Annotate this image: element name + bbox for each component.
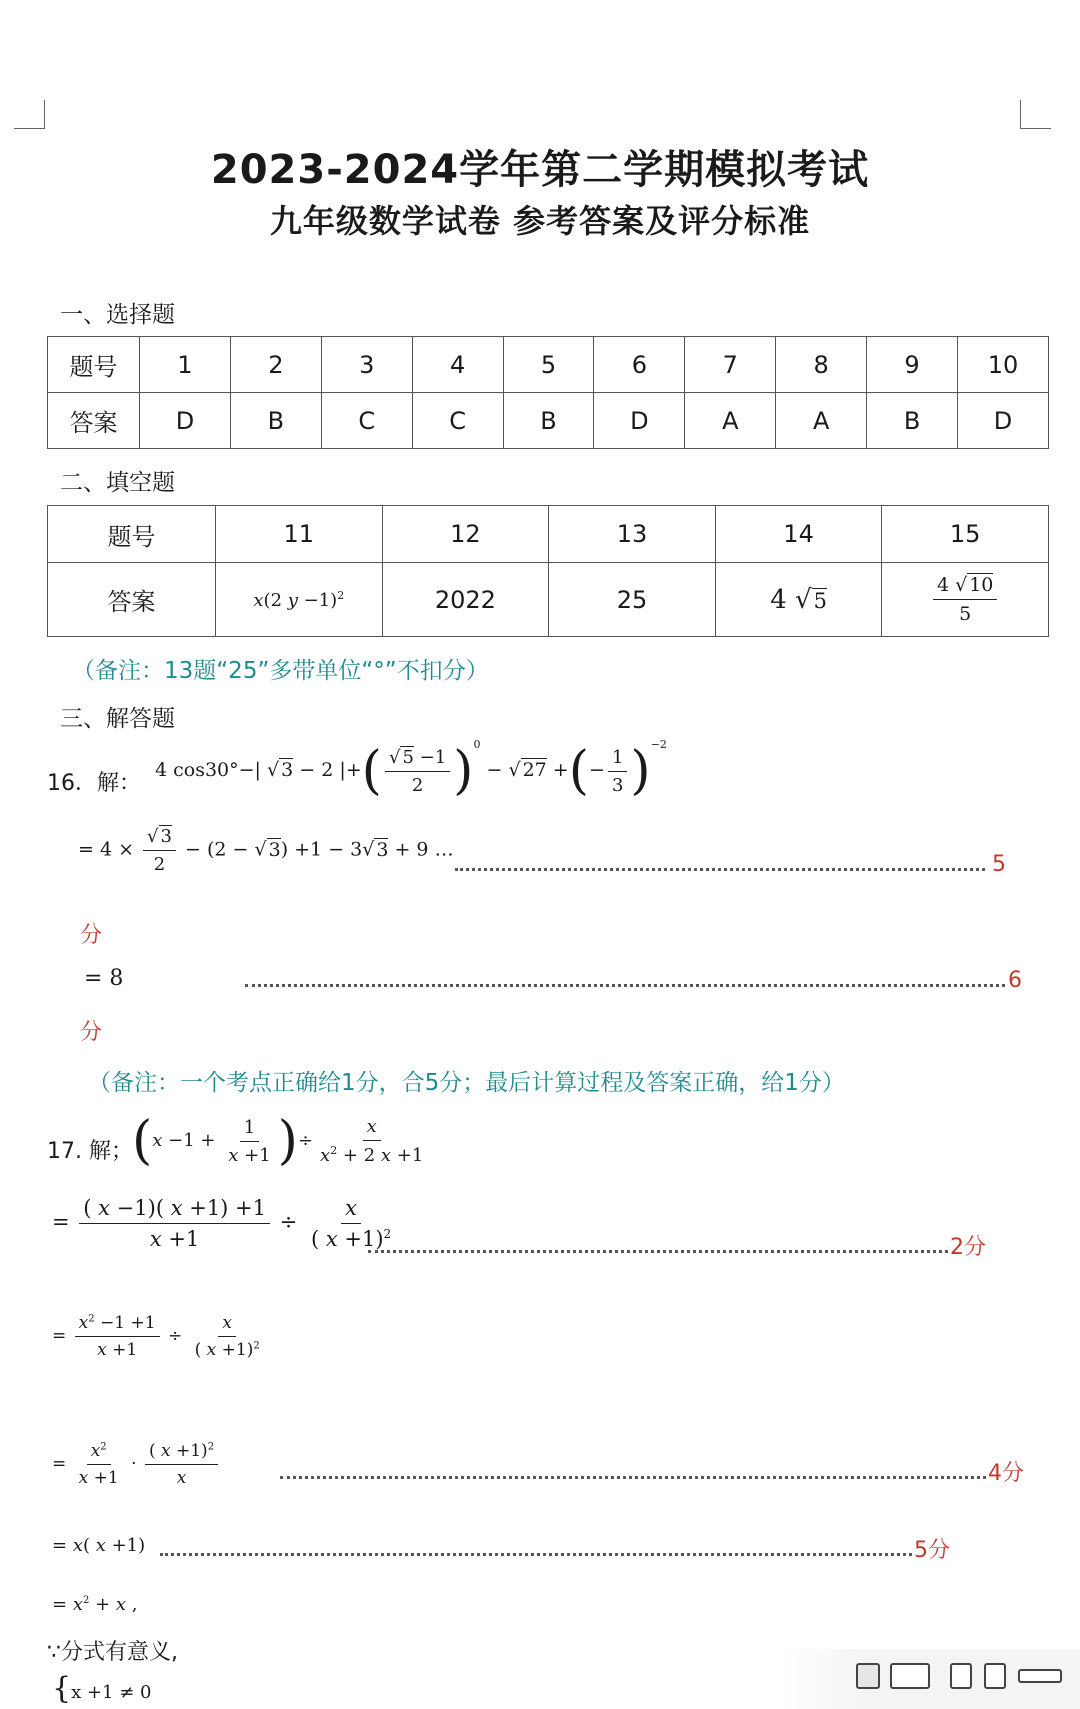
q17-score-2: 2分 — [950, 1235, 986, 1260]
q17-step3: = $\frac{x^2}{x +1}$ · $\frac{( x +1)^2}{x}$ — [52, 1441, 221, 1488]
page-subtitle: 九年级数学试卷 参考答案及评分标准 — [269, 202, 811, 240]
viewer-scroll-indicator[interactable] — [780, 1649, 1080, 1709]
answer-cell: 25 — [549, 563, 716, 637]
fill-answer-table — [47, 505, 1049, 637]
question-number: 4 — [412, 337, 503, 393]
answer-cell: A — [776, 393, 867, 449]
question-number-row — [48, 506, 1049, 563]
q16-result: = 8 — [84, 966, 124, 991]
question-number: 8 — [776, 337, 867, 393]
question-number: 13 — [549, 506, 716, 563]
question-number: 15 — [882, 506, 1049, 563]
answer-14-formula: 4 √5 — [715, 563, 882, 637]
dotted-leader — [280, 1476, 986, 1479]
question-number: 7 — [685, 337, 776, 393]
answer-cell: B — [230, 393, 321, 449]
q17-step4: = x( x +1) — [52, 1535, 146, 1556]
q17-condition-system: {x +1 ≠ 0 — [52, 1671, 152, 1706]
q16-expression: 4 cos30°−| √ 3 − 2 |+( $\frac{√ 5 -1}{2}$ )$^0$ − √ 27 +(− $\frac{1}{3}$ )$^{-2}$ — [155, 738, 667, 801]
answer-cell: D — [958, 393, 1049, 449]
question-number: 10 — [958, 337, 1049, 393]
q16-score-1: 5 — [992, 852, 1006, 877]
corner-mark-right — [1020, 100, 1051, 129]
condition-line: x +1 ≠ 0 — [71, 1682, 152, 1703]
scroll-handle[interactable] — [984, 1663, 1006, 1689]
q17-expression: (x −1 + $\frac{1}{x +1}$ )÷ $\frac{x}{x^2 + 2 x +1}$ — [132, 1111, 424, 1171]
page-title: 2023-2024学年第二学期模拟考试 — [210, 147, 870, 193]
answer-cell: D — [140, 393, 231, 449]
q17-score-4: 4分 — [988, 1461, 1024, 1486]
q16-step1: = 4 × $\frac{√ 3}{2}$ − (2 − √ 3) +1 − 3√ 3 + 9 … — [78, 826, 454, 875]
q17-step2: = $\frac{x^2 -1 +1}{x +1}$ ÷ $\frac{x}{( x +1)^2}$ — [52, 1313, 260, 1360]
question-number: 1 — [140, 337, 231, 393]
answer-cell: C — [321, 393, 412, 449]
answer-15-formula: $\frac{4 √ 10}{5}$ — [882, 563, 1049, 637]
q17-score-5: 5分 — [914, 1538, 950, 1563]
question-number: 9 — [867, 337, 958, 393]
question-number: 14 — [715, 506, 882, 563]
row-label: 答案 — [48, 563, 216, 637]
dotted-leader — [245, 984, 1005, 987]
q17-step5: = $x^2 + x$ , — [52, 1594, 138, 1615]
section-heading-solve: 三、解答题 — [60, 706, 175, 732]
scroll-handle[interactable] — [890, 1663, 930, 1689]
scroll-handle[interactable] — [1018, 1669, 1062, 1683]
q16-score-2-unit: 分 — [80, 1020, 103, 1045]
row-label: 题号 — [48, 506, 216, 563]
question-number: 11 — [216, 506, 383, 563]
row-label: 题号 — [48, 337, 140, 393]
dotted-leader — [160, 1553, 912, 1556]
question-number: 3 — [321, 337, 412, 393]
answer-cell: A — [685, 393, 776, 449]
scroll-handle[interactable] — [856, 1663, 880, 1689]
answer-cell: D — [594, 393, 685, 449]
q16-label: 16．解： — [47, 771, 141, 796]
question-number: 12 — [382, 506, 549, 563]
question-number: 5 — [503, 337, 594, 393]
question-number: 2 — [230, 337, 321, 393]
dotted-leader — [455, 868, 985, 871]
row-label: 答案 — [48, 393, 140, 449]
answer-cell: C — [412, 393, 503, 449]
answer-row — [48, 393, 1049, 449]
answer-cell: B — [503, 393, 594, 449]
answer-row — [48, 563, 1049, 637]
question-number-row — [48, 337, 1049, 393]
dotted-leader — [368, 1250, 948, 1253]
q16-score-1-unit: 分 — [80, 923, 103, 948]
answer-cell: 2022 — [382, 563, 549, 637]
scroll-handle[interactable] — [950, 1663, 972, 1689]
answer-11-formula: x(2 y −1)$^2$ — [216, 563, 383, 637]
section-heading-fill: 二、填空题 — [60, 470, 175, 496]
q17-label: 17. 解； — [47, 1139, 133, 1164]
q16-note: （备注：一个考点正确给1分，合5分；最后计算过程及答案正确，给1分） — [88, 1070, 845, 1096]
question-number: 6 — [594, 337, 685, 393]
answer-cell: B — [867, 393, 958, 449]
corner-mark-left — [14, 100, 45, 129]
q16-score-2: 6 — [1008, 968, 1022, 993]
choice-answer-table — [47, 336, 1049, 449]
q17-condition: ∵分式有意义, — [47, 1640, 178, 1665]
fill-note: （备注：13题“25”多带单位“°”不扣分） — [72, 658, 489, 684]
section-heading-choice: 一、选择题 — [60, 302, 175, 328]
q17-step1: = $\frac{( x -1)( x +1) +1}{x +1}$ ÷ $\frac{x}{( x +1)^2}$ — [52, 1196, 392, 1251]
